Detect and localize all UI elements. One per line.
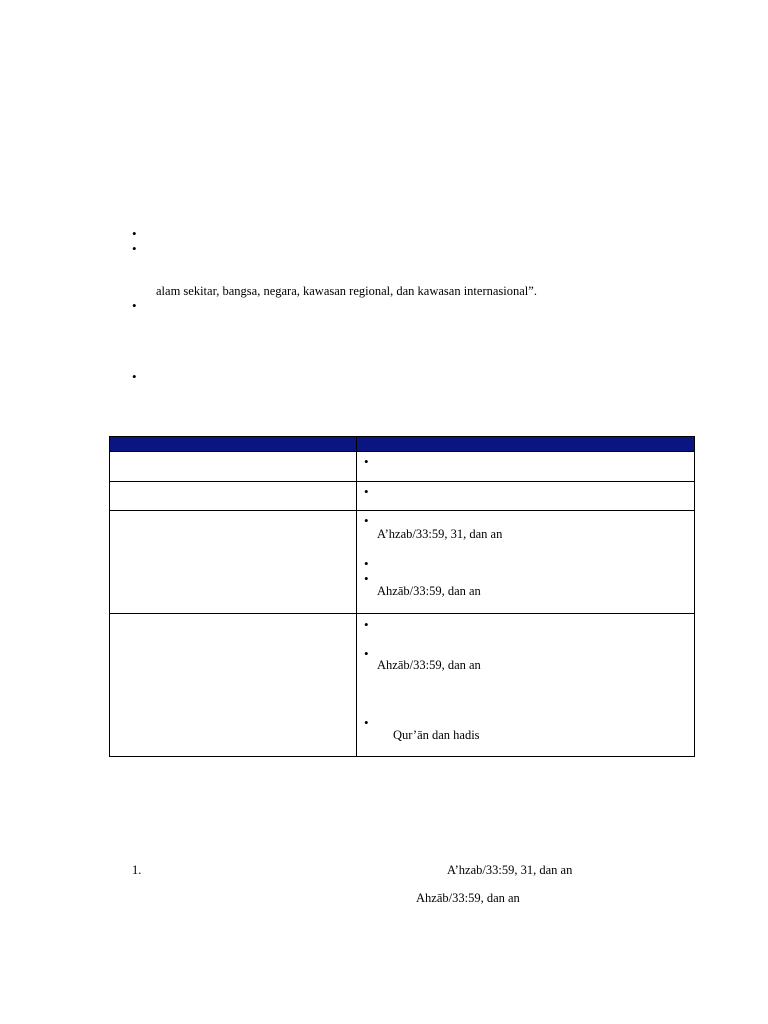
table-cell-left: [110, 614, 357, 757]
table-cell-left: [110, 511, 357, 614]
cell-bullet: •: [364, 513, 369, 528]
table-row: [110, 482, 695, 511]
content-table: [109, 436, 695, 757]
list-text-1: A’hzab/33:59, 31, dan an: [447, 863, 573, 877]
table-cell-right: [357, 452, 695, 482]
table-cell-left: [110, 482, 357, 511]
table-cell-right: [357, 511, 695, 614]
cell-bullet: •: [364, 617, 369, 632]
cell-bullet: •: [364, 646, 369, 661]
list-number: 1.: [132, 863, 142, 877]
bullet-2: •: [132, 241, 137, 256]
cell-bullet: •: [364, 571, 369, 586]
list-text-2: Ahzāb/33:59, dan an: [416, 891, 520, 905]
table-cell-right: [357, 614, 695, 757]
cell-text: A’hzab/33:59, 31, dan an: [377, 527, 503, 541]
bullet-3: •: [132, 298, 137, 313]
cell-bullet: •: [364, 556, 369, 571]
table-row: [110, 511, 695, 614]
bullet-4: •: [132, 369, 137, 384]
cell-bullet: •: [364, 484, 369, 499]
table-header-row: [110, 437, 695, 452]
cell-bullet: •: [364, 454, 369, 469]
table-cell-left: [110, 452, 357, 482]
cell-bullet: •: [364, 715, 369, 730]
cell-text: Qur’ān dan hadis: [393, 728, 480, 742]
table-header-cell-2: [357, 437, 695, 452]
table-cell-right: [357, 482, 695, 511]
table-row: [110, 614, 695, 757]
table-row: [110, 452, 695, 482]
table-header-cell-1: [110, 437, 357, 452]
cell-text: Ahzāb/33:59, dan an: [377, 658, 481, 672]
bullet-2-continuation: alam sekitar, bangsa, negara, kawasan regional, dan kawasan internasional”.: [156, 284, 537, 298]
cell-text: Ahzāb/33:59, dan an: [377, 584, 481, 598]
bullet-1: •: [132, 226, 137, 241]
